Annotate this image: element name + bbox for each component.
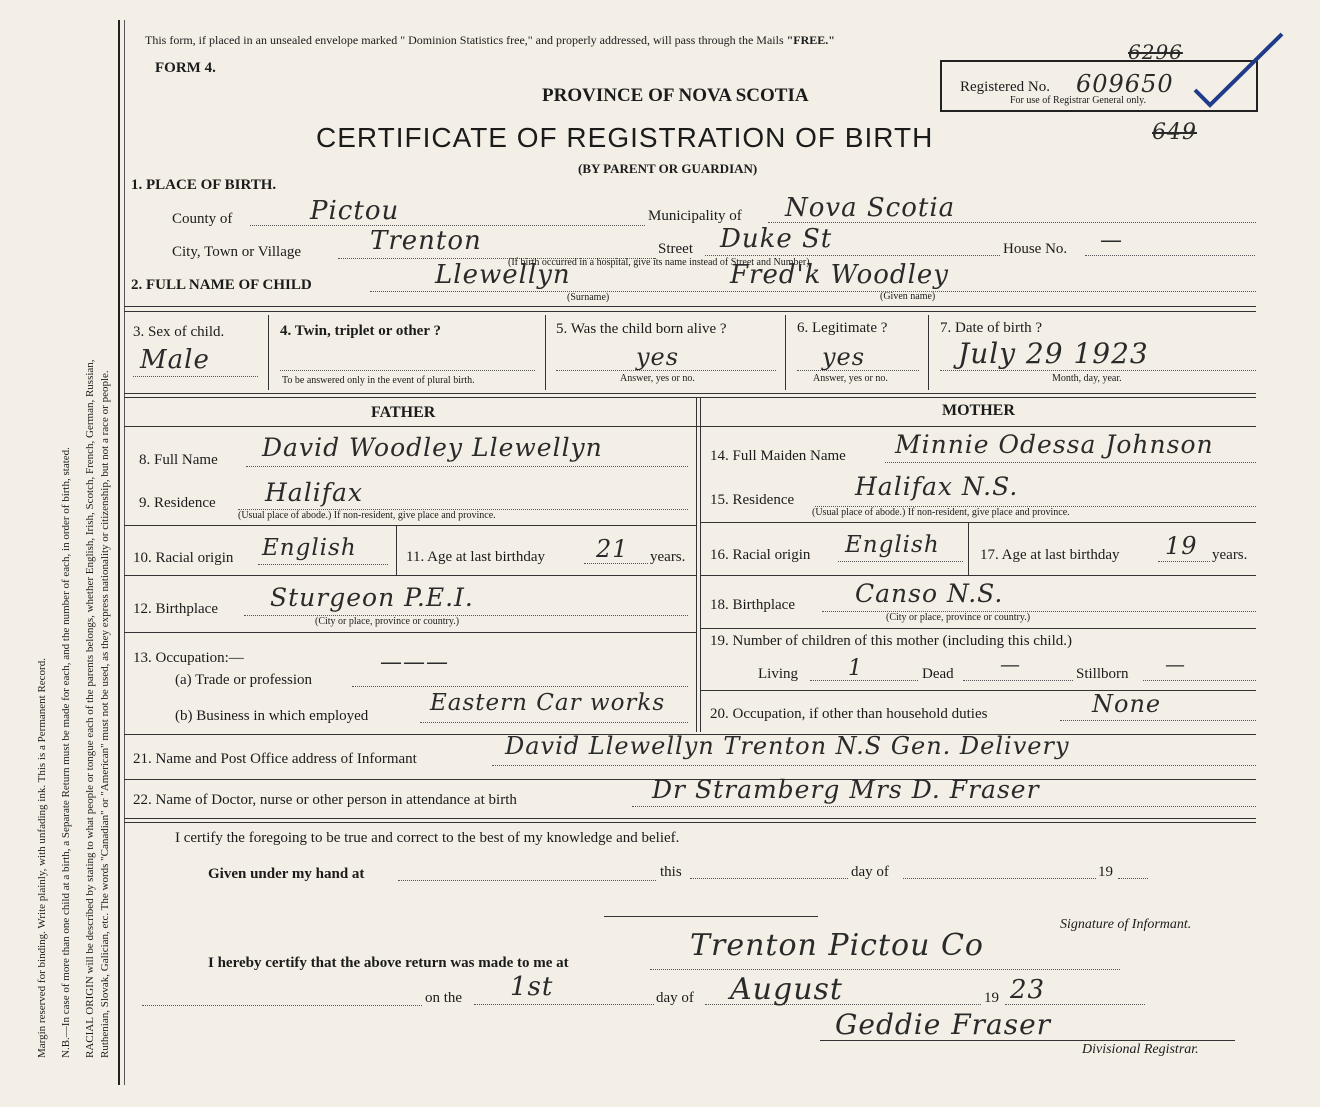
father-years: years.	[650, 549, 686, 565]
dead-label: Dead	[922, 666, 954, 682]
registrar-signature: Geddie Fraser	[835, 1008, 1052, 1041]
mother-name-value: Minnie Odessa Johnson	[895, 430, 1214, 459]
surname-note: (Surname)	[567, 292, 610, 303]
given-under-label: Given under my hand at	[208, 866, 365, 882]
mother-age-value: 19	[1165, 532, 1198, 560]
mother-residence-note: (Usual place of abode.) If non-resident, give place and province.	[812, 507, 1070, 518]
father-birthplace-value: Sturgeon P.E.I.	[270, 583, 474, 612]
twin-note: To be answered only in the event of plural birth.	[282, 375, 475, 386]
mother-name-label: 14. Full Maiden Name	[710, 448, 846, 464]
mother-occupation-value: None	[1092, 690, 1162, 718]
birth-date-note: Month, day, year.	[1052, 373, 1122, 384]
father-name-label: 8. Full Name	[139, 452, 218, 468]
registration-place: Trenton Pictou Co	[690, 928, 984, 963]
living-value: 1	[848, 656, 863, 681]
mother-residence-label: 15. Residence	[710, 492, 795, 508]
city-value: Trenton	[370, 226, 482, 256]
father-name-value: David Woodley Llewellyn	[262, 433, 603, 462]
mother-years: years.	[1212, 547, 1248, 563]
sex-label: 3. Sex of child.	[133, 324, 225, 340]
birth-date-label: 7. Date of birth ?	[940, 320, 1043, 336]
city-label: City, Town or Village	[172, 244, 302, 260]
province-heading: PROVINCE OF NOVA SCOTIA	[542, 85, 809, 106]
informant-signature-label: Signature of Informant.	[1060, 917, 1192, 932]
registered-number: 609650	[1076, 70, 1174, 98]
father-residence-note: (Usual place of abode.) If non-resident, give place and province.	[238, 510, 496, 521]
mother-race-label: 16. Racial origin	[710, 547, 811, 563]
child-given-name: Fred'k Woodley	[730, 260, 949, 290]
child-name-label: 2. FULL NAME OF CHILD	[131, 277, 312, 293]
father-heading: FATHER	[371, 404, 436, 421]
born-alive-label: 5. Was the child born alive ?	[556, 321, 727, 337]
form-number: FORM 4.	[155, 60, 216, 76]
county-label: County of	[172, 211, 233, 227]
certificate-title: CERTIFICATE OF REGISTRATION OF BIRTH	[316, 122, 934, 153]
county-value: Pictou	[310, 196, 400, 226]
given-name-note: (Given name)	[880, 291, 936, 302]
children-count-label: 19. Number of children of this mother (including this child.)	[710, 633, 1073, 649]
father-birthplace-note: (City or place, province or country.)	[315, 616, 460, 627]
birth-date-value: July 29 1923	[958, 337, 1149, 370]
registration-year-prefix: 19	[984, 990, 999, 1006]
registration-year: 23	[1010, 975, 1046, 1005]
dead-value: —	[1000, 652, 1021, 676]
certificate-subtitle: (BY PARENT OR GUARDIAN)	[578, 161, 758, 176]
father-residence-value: Halifax	[265, 478, 363, 507]
mail-note: This form, if placed in an unsealed envelope marked " Dominion Statistics free," and properly addressed, will pass through the Mails "FREE."	[145, 33, 835, 47]
child-surname: Llewellyn	[435, 260, 571, 290]
mother-occupation-label: 20. Occupation, if other than household duties	[710, 706, 988, 722]
day-of-label: day of	[851, 864, 889, 880]
mother-birthplace-label: 18. Birthplace	[710, 597, 795, 613]
trade-value: ———	[380, 650, 449, 675]
born-alive-value: yes	[636, 343, 680, 371]
house-label: House No.	[1003, 241, 1068, 257]
father-occupation-label: 13. Occupation:—	[133, 650, 244, 666]
registration-day: 1st	[510, 972, 554, 1002]
mail-free: "FREE."	[786, 33, 835, 47]
mother-age-label: 17. Age at last birthday	[980, 547, 1120, 563]
side-note-3: RACIAL ORIGIN will be described by stating to what people or tongue each of the parents belongs, whether English, Irish, Scotch, French, German, Russian,	[84, 359, 96, 1058]
legitimate-value: yes	[822, 343, 866, 371]
father-age-value: 21	[596, 535, 629, 563]
street-value: Duke St	[720, 224, 833, 254]
on-the-label: on the	[425, 990, 463, 1006]
informant-label: 21. Name and Post Office address of Informant	[133, 751, 417, 767]
mother-heading: MOTHER	[942, 402, 1015, 419]
legitimate-note: Answer, yes or no.	[813, 373, 888, 384]
father-age-label: 11. Age at last birthday	[406, 549, 545, 565]
house-value: —	[1100, 228, 1123, 253]
mother-race-value: English	[845, 532, 940, 558]
hereby-certify-text: I hereby certify that the above return was made to me at	[208, 955, 569, 971]
place-of-birth-heading: 1. PLACE OF BIRTH.	[131, 177, 277, 193]
legitimate-label: 6. Legitimate ?	[797, 320, 888, 336]
side-note-2: N.B.—In case of more than one child at a birth, a Separate Return must be made for each, and the number of each, in order of birth, stated.	[60, 447, 72, 1058]
informant-value: David Llewellyn Trenton N.S Gen. Delivery	[505, 732, 1070, 760]
twin-label: 4. Twin, triplet or other ?	[280, 323, 441, 339]
father-birthplace-label: 12. Birthplace	[133, 601, 218, 617]
registration-month: August	[730, 972, 843, 1007]
municipality-label: Municipality of	[648, 208, 742, 224]
living-label: Living	[758, 666, 798, 682]
doctor-value: Dr Stramberg Mrs D. Fraser	[652, 775, 1040, 804]
born-alive-note: Answer, yes or no.	[620, 373, 695, 384]
mother-birthplace-note: (City or place, province or country.)	[886, 612, 1031, 623]
father-residence-label: 9. Residence	[139, 495, 216, 511]
side-note-1: Margin reserved for binding. Write plainly, with unfading ink. This is a Permanent Record.	[36, 658, 48, 1058]
business-label: (b) Business in which employed	[175, 708, 369, 724]
stillborn-label: Stillborn	[1076, 666, 1129, 682]
side-note-4: Ruthenian, Slovak, Galician, etc. The words "Canadian" or "American" must not be used, as they express nationality or citizenship, but not a race or people.	[99, 370, 111, 1058]
hospital-note: (If birth occurred in a hospital, give its name instead of Street and Number)	[508, 257, 810, 268]
sex-value: Male	[140, 345, 210, 375]
year-prefix: 19	[1098, 864, 1113, 880]
father-race-label: 10. Racial origin	[133, 550, 234, 566]
municipality-value: Nova Scotia	[785, 193, 956, 223]
registered-label: Registered No.	[960, 79, 1050, 95]
divisional-registrar-label: Divisional Registrar.	[1082, 1042, 1199, 1057]
this-label: this	[660, 864, 682, 880]
day-of-label-2: day of	[656, 990, 694, 1006]
stillborn-value: —	[1165, 652, 1186, 676]
certify-text: I certify the foregoing to be true and correct to the best of my knowledge and belief.	[175, 830, 680, 846]
street-label: Street	[658, 241, 693, 257]
doctor-label: 22. Name of Doctor, nurse or other person in attendance at birth	[133, 792, 517, 808]
trade-label: (a) Trade or profession	[175, 672, 313, 688]
registrar-only-note: For use of Registrar General only.	[1010, 95, 1146, 106]
mother-residence-value: Halifax N.S.	[855, 472, 1019, 501]
crossed-number-top: 6296	[1128, 40, 1183, 64]
father-race-value: English	[262, 535, 357, 561]
checkmark-icon	[1190, 30, 1290, 130]
business-value: Eastern Car works	[430, 690, 666, 716]
mother-birthplace-value: Canso N.S.	[855, 579, 1004, 608]
crossed-number-side: 649	[1152, 120, 1197, 145]
